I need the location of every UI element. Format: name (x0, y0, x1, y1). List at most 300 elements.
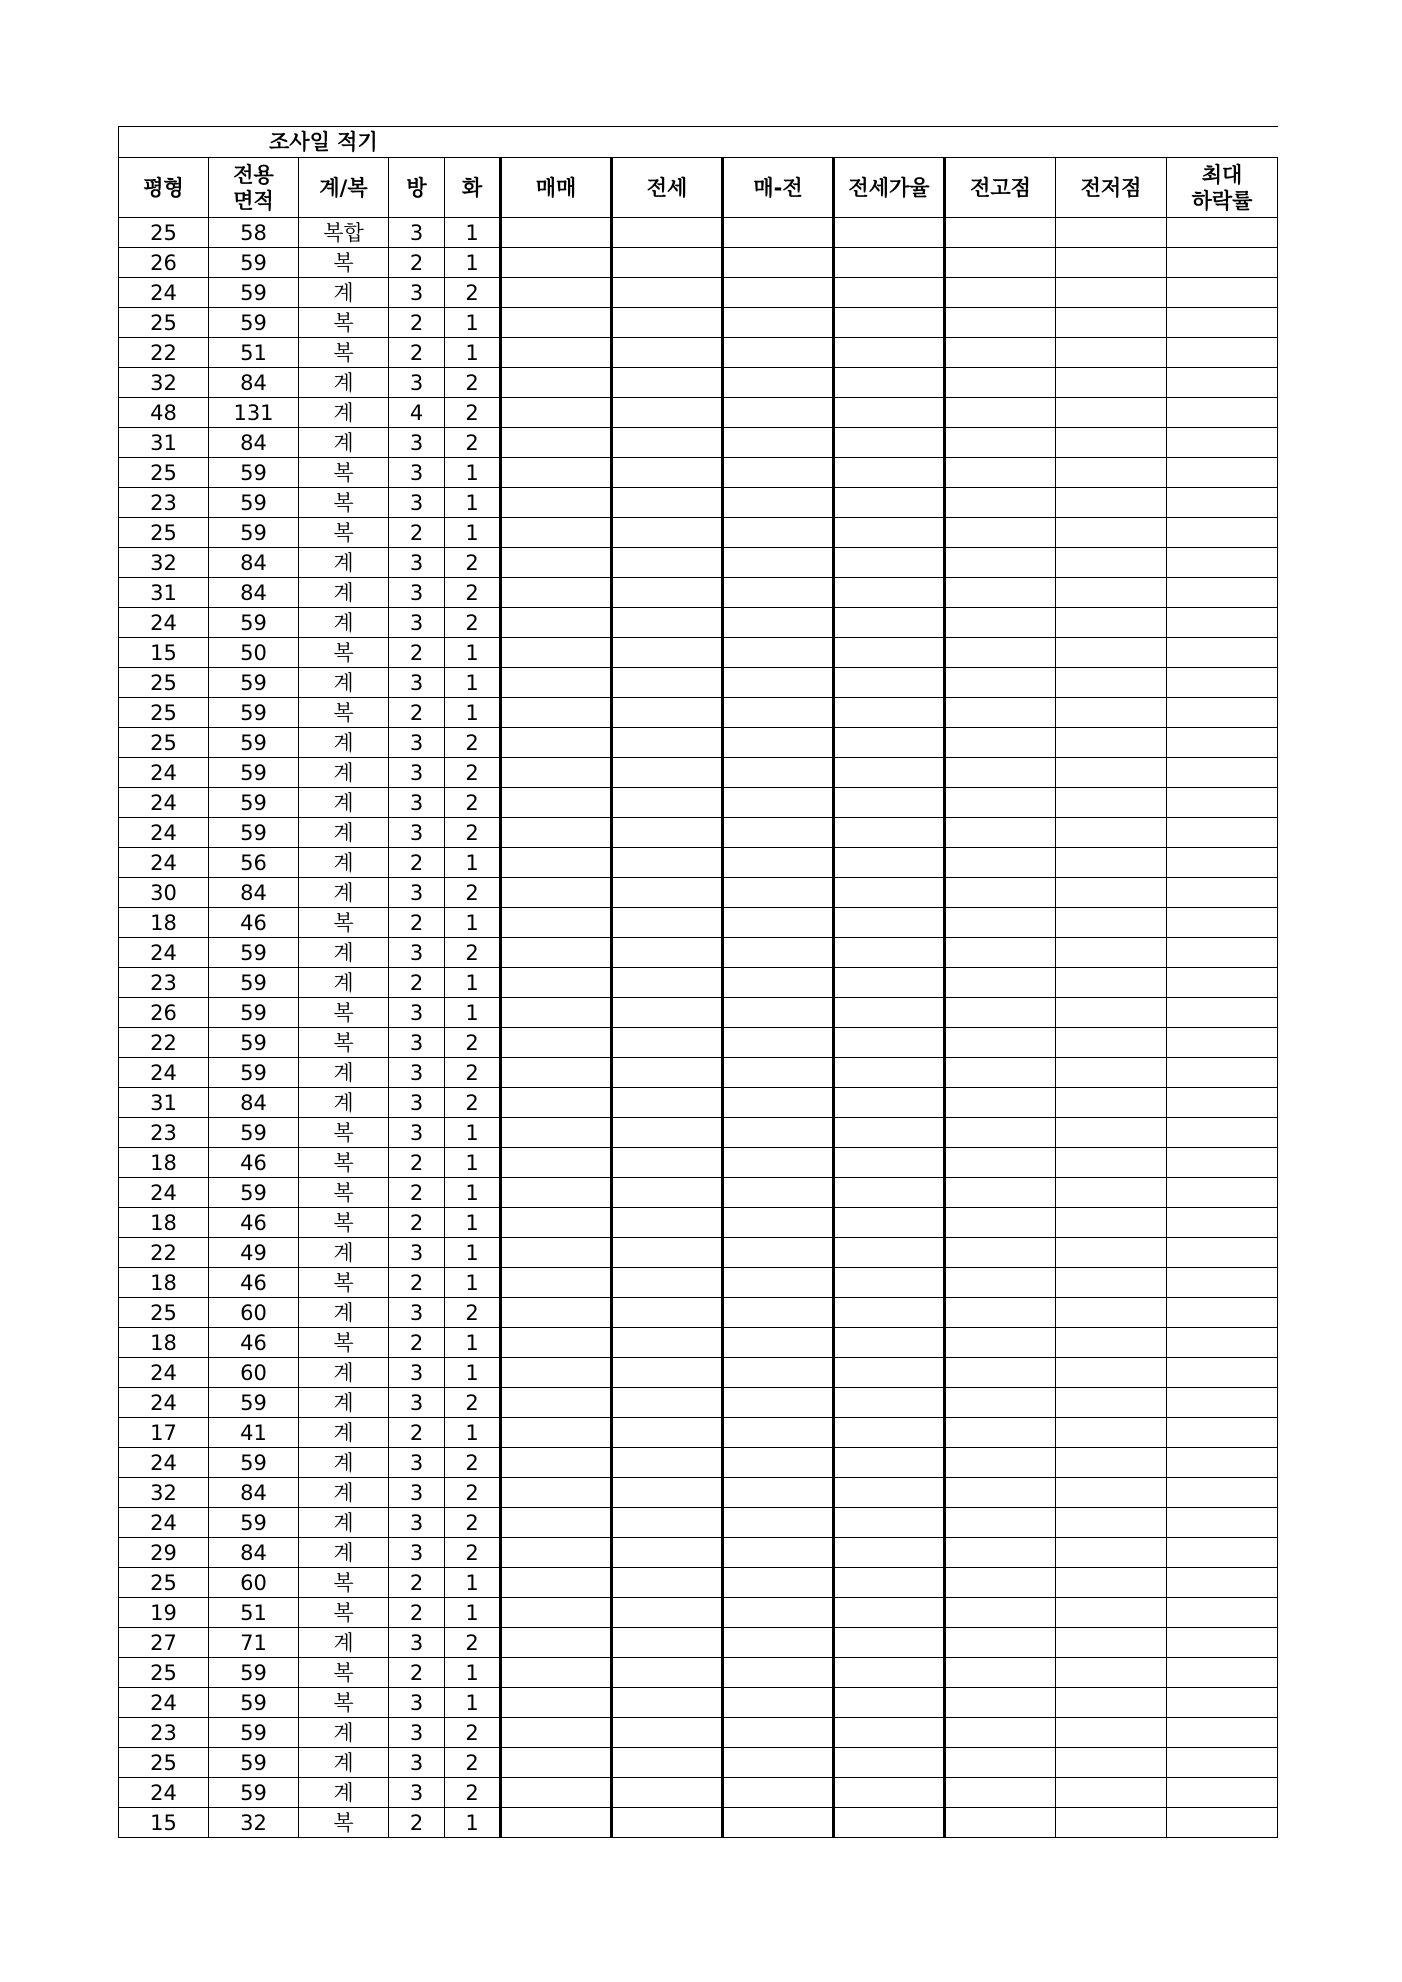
empty-cell-sale-price[interactable] (501, 1808, 612, 1838)
empty-cell-sale-minus-jeonse[interactable] (723, 1088, 834, 1118)
empty-cell-max-drop-rate[interactable] (1167, 698, 1278, 728)
empty-cell-jeonse-ratio[interactable] (834, 788, 945, 818)
empty-cell-jeonse-price[interactable] (612, 1058, 723, 1088)
empty-cell-previous-high[interactable] (945, 1388, 1056, 1418)
empty-cell-previous-high[interactable] (945, 1568, 1056, 1598)
empty-cell-previous-high[interactable] (945, 1478, 1056, 1508)
empty-cell-previous-low[interactable] (1056, 908, 1167, 938)
empty-cell-sale-minus-jeonse[interactable] (723, 848, 834, 878)
empty-cell-sale-minus-jeonse[interactable] (723, 1238, 834, 1268)
empty-cell-max-drop-rate[interactable] (1167, 368, 1278, 398)
empty-cell-previous-high[interactable] (945, 968, 1056, 998)
empty-cell-max-drop-rate[interactable] (1167, 1268, 1278, 1298)
empty-cell-max-drop-rate[interactable] (1167, 1688, 1278, 1718)
empty-cell-previous-low[interactable] (1056, 1358, 1167, 1388)
empty-cell-previous-low[interactable] (1056, 1088, 1167, 1118)
empty-cell-sale-minus-jeonse[interactable] (723, 878, 834, 908)
empty-cell-jeonse-price[interactable] (612, 1508, 723, 1538)
empty-cell-jeonse-price[interactable] (612, 908, 723, 938)
empty-cell-sale-minus-jeonse[interactable] (723, 638, 834, 668)
empty-cell-previous-high[interactable] (945, 1808, 1056, 1838)
empty-cell-sale-minus-jeonse[interactable] (723, 608, 834, 638)
empty-cell-jeonse-price[interactable] (612, 728, 723, 758)
empty-cell-previous-high[interactable] (945, 668, 1056, 698)
empty-cell-previous-high[interactable] (945, 1088, 1056, 1118)
empty-cell-max-drop-rate[interactable] (1167, 878, 1278, 908)
empty-cell-previous-high[interactable] (945, 908, 1056, 938)
empty-cell-jeonse-price[interactable] (612, 398, 723, 428)
empty-cell-max-drop-rate[interactable] (1167, 1748, 1278, 1778)
empty-cell-jeonse-price[interactable] (612, 1208, 723, 1238)
empty-cell-sale-minus-jeonse[interactable] (723, 1568, 834, 1598)
empty-cell-sale-price[interactable] (501, 1418, 612, 1448)
empty-cell-previous-high[interactable] (945, 1688, 1056, 1718)
empty-cell-previous-low[interactable] (1056, 1658, 1167, 1688)
empty-cell-jeonse-price[interactable] (612, 428, 723, 458)
empty-cell-max-drop-rate[interactable] (1167, 1718, 1278, 1748)
empty-cell-jeonse-price[interactable] (612, 1658, 723, 1688)
empty-cell-previous-high[interactable] (945, 728, 1056, 758)
empty-cell-previous-low[interactable] (1056, 938, 1167, 968)
empty-cell-max-drop-rate[interactable] (1167, 428, 1278, 458)
empty-cell-jeonse-ratio[interactable] (834, 818, 945, 848)
empty-cell-previous-high[interactable] (945, 548, 1056, 578)
empty-cell-jeonse-ratio[interactable] (834, 398, 945, 428)
empty-cell-previous-high[interactable] (945, 1658, 1056, 1688)
empty-cell-sale-price[interactable] (501, 998, 612, 1028)
empty-cell-max-drop-rate[interactable] (1167, 758, 1278, 788)
empty-cell-jeonse-ratio[interactable] (834, 1598, 945, 1628)
empty-cell-previous-low[interactable] (1056, 398, 1167, 428)
empty-cell-sale-minus-jeonse[interactable] (723, 488, 834, 518)
empty-cell-sale-price[interactable] (501, 548, 612, 578)
empty-cell-previous-low[interactable] (1056, 1178, 1167, 1208)
empty-cell-previous-high[interactable] (945, 278, 1056, 308)
empty-cell-previous-low[interactable] (1056, 1388, 1167, 1418)
empty-cell-jeonse-price[interactable] (612, 1238, 723, 1268)
empty-cell-jeonse-ratio[interactable] (834, 1388, 945, 1418)
empty-cell-jeonse-price[interactable] (612, 1028, 723, 1058)
empty-cell-sale-minus-jeonse[interactable] (723, 1208, 834, 1238)
empty-cell-previous-high[interactable] (945, 1238, 1056, 1268)
empty-cell-sale-price[interactable] (501, 1148, 612, 1178)
empty-cell-previous-high[interactable] (945, 1298, 1056, 1328)
empty-cell-previous-low[interactable] (1056, 308, 1167, 338)
empty-cell-previous-high[interactable] (945, 578, 1056, 608)
empty-cell-jeonse-ratio[interactable] (834, 1268, 945, 1298)
empty-cell-jeonse-ratio[interactable] (834, 1538, 945, 1568)
empty-cell-sale-minus-jeonse[interactable] (723, 758, 834, 788)
empty-cell-sale-minus-jeonse[interactable] (723, 1268, 834, 1298)
empty-cell-previous-high[interactable] (945, 1358, 1056, 1388)
empty-cell-sale-price[interactable] (501, 1778, 612, 1808)
empty-cell-jeonse-price[interactable] (612, 248, 723, 278)
empty-cell-max-drop-rate[interactable] (1167, 578, 1278, 608)
empty-cell-sale-price[interactable] (501, 878, 612, 908)
empty-cell-max-drop-rate[interactable] (1167, 488, 1278, 518)
empty-cell-jeonse-price[interactable] (612, 1298, 723, 1328)
empty-cell-jeonse-ratio[interactable] (834, 488, 945, 518)
empty-cell-sale-price[interactable] (501, 1568, 612, 1598)
empty-cell-previous-low[interactable] (1056, 1028, 1167, 1058)
empty-cell-sale-price[interactable] (501, 638, 612, 668)
empty-cell-max-drop-rate[interactable] (1167, 1178, 1278, 1208)
empty-cell-max-drop-rate[interactable] (1167, 608, 1278, 638)
empty-cell-sale-price[interactable] (501, 1238, 612, 1268)
empty-cell-max-drop-rate[interactable] (1167, 1448, 1278, 1478)
empty-cell-previous-low[interactable] (1056, 1118, 1167, 1148)
empty-cell-jeonse-price[interactable] (612, 1478, 723, 1508)
empty-cell-jeonse-price[interactable] (612, 1388, 723, 1418)
empty-cell-sale-minus-jeonse[interactable] (723, 428, 834, 458)
empty-cell-previous-high[interactable] (945, 1178, 1056, 1208)
empty-cell-max-drop-rate[interactable] (1167, 848, 1278, 878)
empty-cell-previous-high[interactable] (945, 758, 1056, 788)
empty-cell-sale-minus-jeonse[interactable] (723, 1808, 834, 1838)
empty-cell-previous-high[interactable] (945, 458, 1056, 488)
empty-cell-jeonse-ratio[interactable] (834, 998, 945, 1028)
empty-cell-jeonse-ratio[interactable] (834, 1328, 945, 1358)
empty-cell-max-drop-rate[interactable] (1167, 1538, 1278, 1568)
empty-cell-jeonse-price[interactable] (612, 518, 723, 548)
empty-cell-sale-minus-jeonse[interactable] (723, 1358, 834, 1388)
empty-cell-sale-minus-jeonse[interactable] (723, 1658, 834, 1688)
empty-cell-jeonse-ratio[interactable] (834, 1808, 945, 1838)
empty-cell-previous-high[interactable] (945, 1718, 1056, 1748)
empty-cell-max-drop-rate[interactable] (1167, 638, 1278, 668)
empty-cell-sale-price[interactable] (501, 608, 612, 638)
empty-cell-max-drop-rate[interactable] (1167, 1628, 1278, 1658)
empty-cell-jeonse-price[interactable] (612, 488, 723, 518)
empty-cell-sale-minus-jeonse[interactable] (723, 1298, 834, 1328)
empty-cell-previous-low[interactable] (1056, 1298, 1167, 1328)
empty-cell-previous-high[interactable] (945, 398, 1056, 428)
empty-cell-jeonse-price[interactable] (612, 668, 723, 698)
empty-cell-sale-price[interactable] (501, 698, 612, 728)
empty-cell-jeonse-ratio[interactable] (834, 1088, 945, 1118)
empty-cell-previous-low[interactable] (1056, 998, 1167, 1028)
empty-cell-sale-price[interactable] (501, 1688, 612, 1718)
empty-cell-jeonse-ratio[interactable] (834, 1508, 945, 1538)
empty-cell-previous-low[interactable] (1056, 1058, 1167, 1088)
empty-cell-previous-low[interactable] (1056, 1448, 1167, 1478)
empty-cell-sale-minus-jeonse[interactable] (723, 968, 834, 998)
empty-cell-sale-minus-jeonse[interactable] (723, 278, 834, 308)
empty-cell-previous-high[interactable] (945, 1148, 1056, 1178)
empty-cell-sale-minus-jeonse[interactable] (723, 698, 834, 728)
empty-cell-sale-minus-jeonse[interactable] (723, 1328, 834, 1358)
empty-cell-jeonse-ratio[interactable] (834, 1718, 945, 1748)
empty-cell-max-drop-rate[interactable] (1167, 1298, 1278, 1328)
empty-cell-sale-price[interactable] (501, 1268, 612, 1298)
empty-cell-jeonse-price[interactable] (612, 548, 723, 578)
empty-cell-max-drop-rate[interactable] (1167, 818, 1278, 848)
empty-cell-previous-low[interactable] (1056, 248, 1167, 278)
empty-cell-jeonse-price[interactable] (612, 1538, 723, 1568)
empty-cell-max-drop-rate[interactable] (1167, 728, 1278, 758)
empty-cell-jeonse-price[interactable] (612, 848, 723, 878)
empty-cell-previous-high[interactable] (945, 878, 1056, 908)
empty-cell-max-drop-rate[interactable] (1167, 1238, 1278, 1268)
empty-cell-previous-high[interactable] (945, 518, 1056, 548)
empty-cell-previous-low[interactable] (1056, 338, 1167, 368)
empty-cell-jeonse-price[interactable] (612, 1358, 723, 1388)
empty-cell-previous-low[interactable] (1056, 488, 1167, 518)
empty-cell-previous-low[interactable] (1056, 698, 1167, 728)
empty-cell-jeonse-price[interactable] (612, 458, 723, 488)
empty-cell-jeonse-ratio[interactable] (834, 248, 945, 278)
empty-cell-jeonse-ratio[interactable] (834, 428, 945, 458)
empty-cell-jeonse-ratio[interactable] (834, 1478, 945, 1508)
empty-cell-sale-price[interactable] (501, 1508, 612, 1538)
empty-cell-jeonse-price[interactable] (612, 998, 723, 1028)
empty-cell-max-drop-rate[interactable] (1167, 1058, 1278, 1088)
empty-cell-sale-minus-jeonse[interactable] (723, 818, 834, 848)
empty-cell-jeonse-ratio[interactable] (834, 1208, 945, 1238)
empty-cell-sale-price[interactable] (501, 668, 612, 698)
empty-cell-previous-high[interactable] (945, 1598, 1056, 1628)
empty-cell-jeonse-ratio[interactable] (834, 278, 945, 308)
empty-cell-jeonse-ratio[interactable] (834, 1148, 945, 1178)
empty-cell-max-drop-rate[interactable] (1167, 458, 1278, 488)
empty-cell-max-drop-rate[interactable] (1167, 518, 1278, 548)
empty-cell-jeonse-ratio[interactable] (834, 1748, 945, 1778)
empty-cell-previous-low[interactable] (1056, 1628, 1167, 1658)
empty-cell-previous-low[interactable] (1056, 1148, 1167, 1178)
empty-cell-previous-low[interactable] (1056, 1598, 1167, 1628)
empty-cell-sale-price[interactable] (501, 278, 612, 308)
empty-cell-jeonse-price[interactable] (612, 788, 723, 818)
empty-cell-sale-minus-jeonse[interactable] (723, 908, 834, 938)
empty-cell-jeonse-price[interactable] (612, 1448, 723, 1478)
empty-cell-previous-low[interactable] (1056, 1718, 1167, 1748)
empty-cell-previous-high[interactable] (945, 1628, 1056, 1658)
empty-cell-sale-price[interactable] (501, 398, 612, 428)
empty-cell-sale-price[interactable] (501, 518, 612, 548)
empty-cell-sale-minus-jeonse[interactable] (723, 1388, 834, 1418)
empty-cell-previous-low[interactable] (1056, 1538, 1167, 1568)
empty-cell-sale-price[interactable] (501, 1718, 612, 1748)
empty-cell-sale-price[interactable] (501, 1298, 612, 1328)
empty-cell-jeonse-price[interactable] (612, 338, 723, 368)
empty-cell-previous-high[interactable] (945, 338, 1056, 368)
empty-cell-max-drop-rate[interactable] (1167, 1328, 1278, 1358)
empty-cell-sale-price[interactable] (501, 1748, 612, 1778)
empty-cell-max-drop-rate[interactable] (1167, 338, 1278, 368)
empty-cell-jeonse-ratio[interactable] (834, 1358, 945, 1388)
empty-cell-sale-price[interactable] (501, 728, 612, 758)
empty-cell-jeonse-price[interactable] (612, 1688, 723, 1718)
empty-cell-previous-high[interactable] (945, 1748, 1056, 1778)
empty-cell-previous-low[interactable] (1056, 518, 1167, 548)
empty-cell-jeonse-price[interactable] (612, 1148, 723, 1178)
empty-cell-sale-minus-jeonse[interactable] (723, 1418, 834, 1448)
empty-cell-jeonse-ratio[interactable] (834, 1058, 945, 1088)
empty-cell-max-drop-rate[interactable] (1167, 248, 1278, 278)
empty-cell-jeonse-price[interactable] (612, 938, 723, 968)
empty-cell-sale-minus-jeonse[interactable] (723, 1118, 834, 1148)
empty-cell-sale-minus-jeonse[interactable] (723, 338, 834, 368)
empty-cell-sale-price[interactable] (501, 1448, 612, 1478)
empty-cell-sale-minus-jeonse[interactable] (723, 578, 834, 608)
empty-cell-sale-price[interactable] (501, 368, 612, 398)
empty-cell-jeonse-price[interactable] (612, 1568, 723, 1598)
empty-cell-jeonse-price[interactable] (612, 218, 723, 248)
empty-cell-max-drop-rate[interactable] (1167, 1658, 1278, 1688)
empty-cell-previous-low[interactable] (1056, 1328, 1167, 1358)
empty-cell-sale-minus-jeonse[interactable] (723, 728, 834, 758)
empty-cell-jeonse-ratio[interactable] (834, 908, 945, 938)
empty-cell-sale-price[interactable] (501, 1208, 612, 1238)
empty-cell-sale-price[interactable] (501, 1118, 612, 1148)
empty-cell-sale-minus-jeonse[interactable] (723, 788, 834, 818)
empty-cell-max-drop-rate[interactable] (1167, 1148, 1278, 1178)
empty-cell-jeonse-price[interactable] (612, 758, 723, 788)
empty-cell-jeonse-ratio[interactable] (834, 338, 945, 368)
empty-cell-jeonse-price[interactable] (612, 1328, 723, 1358)
empty-cell-sale-minus-jeonse[interactable] (723, 218, 834, 248)
empty-cell-previous-high[interactable] (945, 428, 1056, 458)
empty-cell-max-drop-rate[interactable] (1167, 218, 1278, 248)
empty-cell-previous-low[interactable] (1056, 758, 1167, 788)
empty-cell-jeonse-ratio[interactable] (834, 1028, 945, 1058)
empty-cell-jeonse-price[interactable] (612, 1778, 723, 1808)
empty-cell-previous-low[interactable] (1056, 578, 1167, 608)
empty-cell-previous-low[interactable] (1056, 848, 1167, 878)
empty-cell-jeonse-price[interactable] (612, 308, 723, 338)
empty-cell-jeonse-price[interactable] (612, 1118, 723, 1148)
empty-cell-previous-low[interactable] (1056, 1268, 1167, 1298)
empty-cell-max-drop-rate[interactable] (1167, 1028, 1278, 1058)
empty-cell-previous-low[interactable] (1056, 458, 1167, 488)
empty-cell-max-drop-rate[interactable] (1167, 908, 1278, 938)
empty-cell-max-drop-rate[interactable] (1167, 1208, 1278, 1238)
empty-cell-sale-price[interactable] (501, 338, 612, 368)
empty-cell-max-drop-rate[interactable] (1167, 1568, 1278, 1598)
empty-cell-sale-price[interactable] (501, 1628, 612, 1658)
empty-cell-max-drop-rate[interactable] (1167, 1118, 1278, 1148)
empty-cell-jeonse-ratio[interactable] (834, 968, 945, 998)
empty-cell-jeonse-ratio[interactable] (834, 578, 945, 608)
empty-cell-max-drop-rate[interactable] (1167, 548, 1278, 578)
empty-cell-max-drop-rate[interactable] (1167, 1388, 1278, 1418)
empty-cell-sale-price[interactable] (501, 1178, 612, 1208)
empty-cell-previous-low[interactable] (1056, 1478, 1167, 1508)
empty-cell-jeonse-ratio[interactable] (834, 638, 945, 668)
empty-cell-sale-minus-jeonse[interactable] (723, 938, 834, 968)
empty-cell-sale-price[interactable] (501, 488, 612, 518)
empty-cell-sale-minus-jeonse[interactable] (723, 1598, 834, 1628)
empty-cell-sale-minus-jeonse[interactable] (723, 518, 834, 548)
empty-cell-max-drop-rate[interactable] (1167, 278, 1278, 308)
empty-cell-jeonse-ratio[interactable] (834, 698, 945, 728)
empty-cell-sale-price[interactable] (501, 818, 612, 848)
empty-cell-sale-price[interactable] (501, 1328, 612, 1358)
empty-cell-sale-price[interactable] (501, 938, 612, 968)
empty-cell-jeonse-ratio[interactable] (834, 1688, 945, 1718)
empty-cell-previous-low[interactable] (1056, 1808, 1167, 1838)
empty-cell-max-drop-rate[interactable] (1167, 1508, 1278, 1538)
empty-cell-previous-high[interactable] (945, 248, 1056, 278)
empty-cell-sale-price[interactable] (501, 428, 612, 458)
empty-cell-sale-minus-jeonse[interactable] (723, 1448, 834, 1478)
empty-cell-max-drop-rate[interactable] (1167, 308, 1278, 338)
empty-cell-jeonse-ratio[interactable] (834, 368, 945, 398)
empty-cell-jeonse-ratio[interactable] (834, 218, 945, 248)
empty-cell-sale-minus-jeonse[interactable] (723, 1028, 834, 1058)
empty-cell-jeonse-ratio[interactable] (834, 728, 945, 758)
empty-cell-sale-minus-jeonse[interactable] (723, 308, 834, 338)
empty-cell-jeonse-ratio[interactable] (834, 1418, 945, 1448)
empty-cell-previous-high[interactable] (945, 1508, 1056, 1538)
empty-cell-previous-high[interactable] (945, 218, 1056, 248)
empty-cell-max-drop-rate[interactable] (1167, 1088, 1278, 1118)
empty-cell-sale-minus-jeonse[interactable] (723, 368, 834, 398)
empty-cell-jeonse-ratio[interactable] (834, 758, 945, 788)
empty-cell-sale-price[interactable] (501, 1598, 612, 1628)
empty-cell-jeonse-price[interactable] (612, 1178, 723, 1208)
empty-cell-max-drop-rate[interactable] (1167, 1598, 1278, 1628)
empty-cell-sale-price[interactable] (501, 578, 612, 608)
empty-cell-jeonse-ratio[interactable] (834, 1118, 945, 1148)
empty-cell-max-drop-rate[interactable] (1167, 1358, 1278, 1388)
empty-cell-previous-low[interactable] (1056, 1508, 1167, 1538)
empty-cell-jeonse-ratio[interactable] (834, 1238, 945, 1268)
empty-cell-jeonse-price[interactable] (612, 1748, 723, 1778)
empty-cell-jeonse-ratio[interactable] (834, 608, 945, 638)
empty-cell-jeonse-price[interactable] (612, 608, 723, 638)
empty-cell-previous-high[interactable] (945, 1208, 1056, 1238)
empty-cell-jeonse-ratio[interactable] (834, 548, 945, 578)
empty-cell-jeonse-ratio[interactable] (834, 1298, 945, 1328)
empty-cell-sale-minus-jeonse[interactable] (723, 1778, 834, 1808)
empty-cell-sale-minus-jeonse[interactable] (723, 1538, 834, 1568)
empty-cell-sale-price[interactable] (501, 218, 612, 248)
empty-cell-previous-high[interactable] (945, 488, 1056, 518)
empty-cell-jeonse-ratio[interactable] (834, 878, 945, 908)
empty-cell-sale-price[interactable] (501, 1538, 612, 1568)
empty-cell-previous-high[interactable] (945, 608, 1056, 638)
empty-cell-sale-price[interactable] (501, 1358, 612, 1388)
empty-cell-max-drop-rate[interactable] (1167, 398, 1278, 428)
empty-cell-previous-low[interactable] (1056, 1748, 1167, 1778)
empty-cell-sale-price[interactable] (501, 758, 612, 788)
empty-cell-jeonse-ratio[interactable] (834, 668, 945, 698)
empty-cell-sale-price[interactable] (501, 1478, 612, 1508)
empty-cell-previous-low[interactable] (1056, 1208, 1167, 1238)
empty-cell-max-drop-rate[interactable] (1167, 1478, 1278, 1508)
empty-cell-jeonse-price[interactable] (612, 368, 723, 398)
empty-cell-jeonse-price[interactable] (612, 638, 723, 668)
empty-cell-sale-minus-jeonse[interactable] (723, 1688, 834, 1718)
empty-cell-previous-high[interactable] (945, 818, 1056, 848)
empty-cell-previous-low[interactable] (1056, 548, 1167, 578)
empty-cell-previous-high[interactable] (945, 1418, 1056, 1448)
empty-cell-previous-low[interactable] (1056, 278, 1167, 308)
empty-cell-sale-minus-jeonse[interactable] (723, 398, 834, 428)
empty-cell-sale-price[interactable] (501, 1388, 612, 1418)
empty-cell-previous-high[interactable] (945, 1118, 1056, 1148)
empty-cell-jeonse-price[interactable] (612, 1718, 723, 1748)
empty-cell-sale-price[interactable] (501, 968, 612, 998)
empty-cell-sale-minus-jeonse[interactable] (723, 1748, 834, 1778)
empty-cell-max-drop-rate[interactable] (1167, 968, 1278, 998)
empty-cell-sale-minus-jeonse[interactable] (723, 998, 834, 1028)
empty-cell-jeonse-ratio[interactable] (834, 848, 945, 878)
empty-cell-previous-low[interactable] (1056, 1688, 1167, 1718)
empty-cell-previous-high[interactable] (945, 638, 1056, 668)
empty-cell-sale-minus-jeonse[interactable] (723, 458, 834, 488)
